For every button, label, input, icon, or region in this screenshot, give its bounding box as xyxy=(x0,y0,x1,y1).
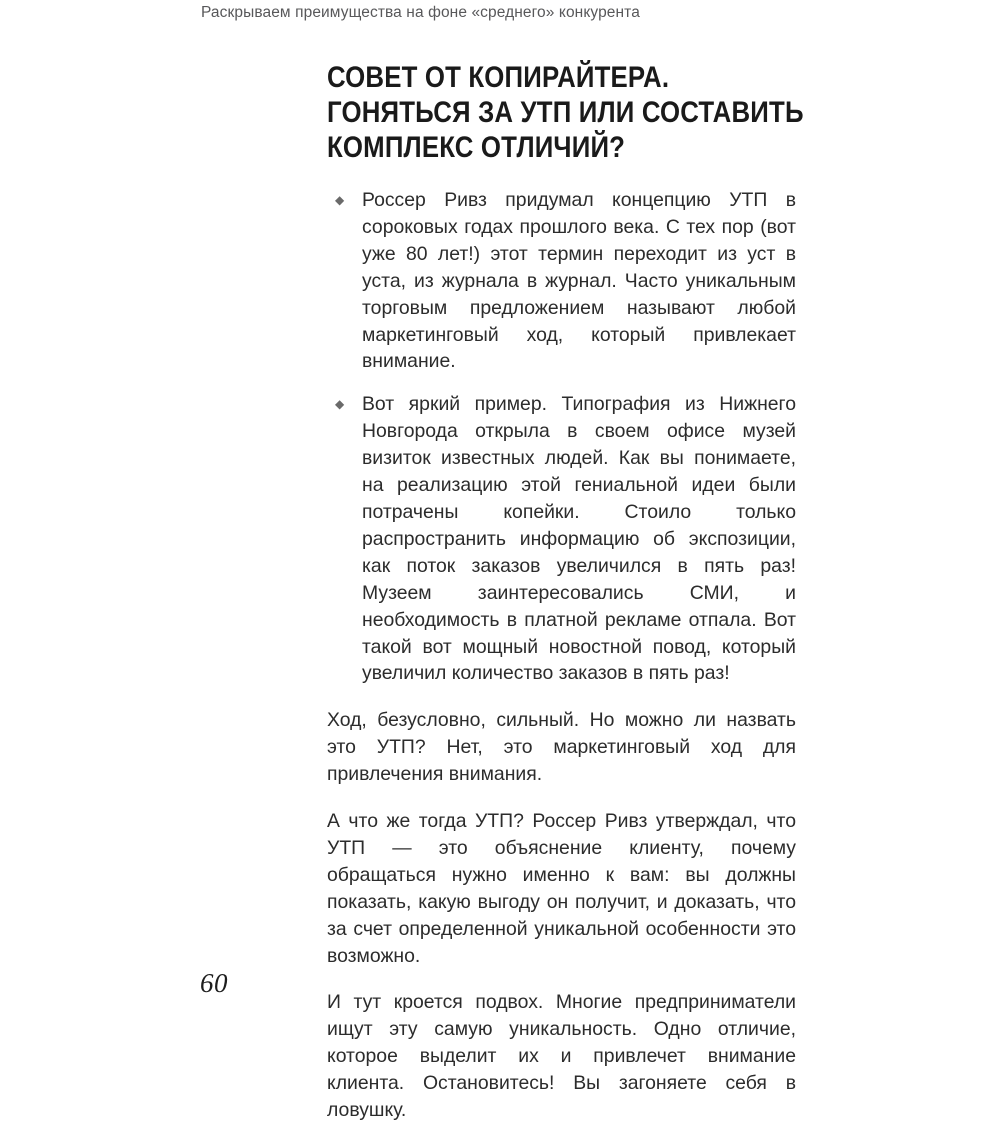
paragraph: Ход, безусловно, сильный. Но можно ли назвать это УТП? Нет, это маркетинговый ход для привлечения внимания. xyxy=(327,709,796,786)
page-title-line-3: КОМПЛЕКС ОТЛИЧИЙ? xyxy=(327,131,626,164)
diamond-bullet-icon: ◆ xyxy=(335,193,345,207)
page-number: 60 xyxy=(200,968,228,998)
running-head: Раскрываем преимущества на фоне «среднего» конкурента xyxy=(201,4,640,21)
text-column xyxy=(327,60,804,1124)
paragraph: А что же тогда УТП? Россер Ривз утверждал, что УТП — это объяснение клиенту, почему обращаться нужно именно к вам: вы должны показать, какую выгоду он получит, и доказать, что за счет определенной уникальной особенности это возможно. xyxy=(327,810,796,967)
diamond-bullet-icon: ◆ xyxy=(335,397,345,412)
bullet-list xyxy=(327,187,796,687)
paragraph: И тут кроется подвох. Многие предприниматели ищут эту самую уникальность. Одно отличие, которое выделит их и привлечет внимание клиента. Остановитесь! Вы загоняете себя в ловушку. xyxy=(327,991,796,1122)
list-item xyxy=(327,187,796,375)
page-title-line-1: СОВЕТ ОТ КОПИРАЙТЕРА. xyxy=(327,61,670,94)
page-title-line-2: ГОНЯТЬСЯ ЗА УТП ИЛИ СОСТАВИТЬ xyxy=(327,96,804,129)
body-content xyxy=(327,187,796,1124)
list-item-text: Россер Ривз придумал концепцию УТП в сороковых годах прошлого века. С тех пор (вот уже 80 лет!) этот термин переходит из уст в уста, из журнала в журнал. Часто уникальным торговым предложением называют любой маркетинговый ход, который привлекает внимание. xyxy=(362,189,796,373)
list-item-text: Вот яркий пример. Типография из Нижнего Новгорода открыла в своем офисе музей визиток известных людей. Как вы понимаете, на реализацию этой гениальной идеи были потрачены копейки. Стоило только распространить информацию об экспозиции, как поток заказов увеличился в пять раз! Музеем заинтересовались СМИ, и необходимость в платной рекламе отпала. Вот такой вот мощный новостной повод, который увеличил количество заказов в пять раз! xyxy=(362,393,796,685)
list-item xyxy=(327,391,796,687)
page-title xyxy=(327,60,804,165)
